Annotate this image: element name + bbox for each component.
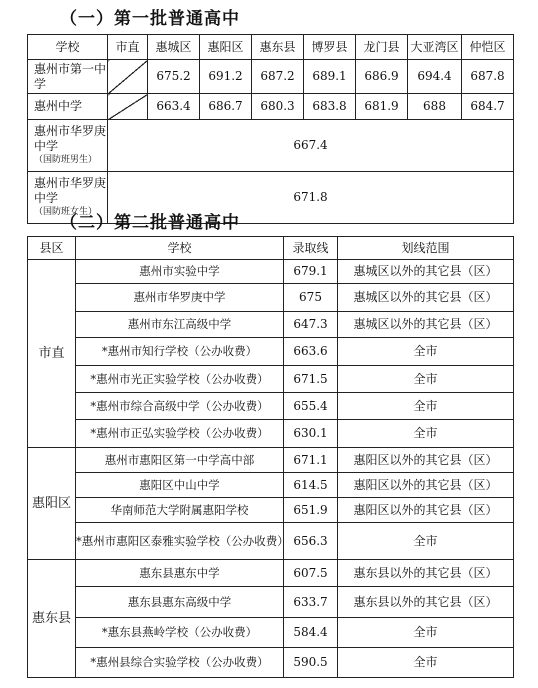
table-row [28, 448, 514, 473]
table-row [28, 498, 514, 523]
table-row [28, 260, 514, 284]
header-boluo: 博罗县 [304, 35, 356, 60]
table-header-row [28, 237, 514, 260]
table-row [28, 618, 514, 648]
scope-cell: 惠阳区以外的其它县（区） [338, 498, 514, 523]
table-row [28, 393, 514, 420]
district-cell: 市直 [28, 260, 76, 448]
school-name: *惠州市惠阳区泰雅实验学校（公办收费） [76, 523, 284, 560]
school-name: 惠东县惠东中学 [76, 560, 284, 587]
school-name: *惠州市光正实验学校（公办收费） [76, 366, 284, 393]
score-cell: 684.7 [462, 94, 514, 120]
score-cell: 630.1 [284, 420, 338, 448]
score-cell: 607.5 [284, 560, 338, 587]
score-cell: 590.5 [284, 648, 338, 678]
score-cell: 584.4 [284, 618, 338, 648]
score-cell: 680.3 [252, 94, 304, 120]
scope-cell: 全市 [338, 420, 514, 448]
table-row [28, 648, 514, 678]
table-row [28, 120, 514, 172]
header-dayawan: 大亚湾区 [408, 35, 462, 60]
school-note: （国防班男生） [34, 155, 98, 165]
table-row [28, 94, 514, 120]
table-row [28, 420, 514, 448]
header-huidong: 惠东县 [252, 35, 304, 60]
score-cell: 671.8 [108, 172, 514, 224]
scope-cell: 惠阳区以外的其它县（区） [338, 473, 514, 498]
score-cell: 689.1 [304, 60, 356, 94]
second-batch-table [27, 236, 514, 678]
scope-cell: 惠阳区以外的其它县（区） [338, 448, 514, 473]
school-name: *惠州市知行学校（公办收费） [76, 338, 284, 366]
score-cell: 675.2 [148, 60, 200, 94]
score-cell: 688 [408, 94, 462, 120]
school-name: 惠州市第一中学 [28, 60, 108, 94]
district-cell: 惠东县 [28, 560, 76, 678]
score-cell: 686.9 [356, 60, 408, 94]
scope-cell: 全市 [338, 618, 514, 648]
first-batch-table [27, 34, 514, 224]
score-cell: 679.1 [284, 260, 338, 284]
school-name: *惠东县燕岭学校（公办收费） [76, 618, 284, 648]
scope-cell: 全市 [338, 648, 514, 678]
header-school: 学校 [76, 237, 284, 260]
header-shizhi: 市直 [108, 35, 148, 60]
school-name: *惠州县综合实验学校（公办收费） [76, 648, 284, 678]
table-row [28, 587, 514, 618]
district-cell: 惠阳区 [28, 448, 76, 560]
table-row [28, 284, 514, 312]
header-huicheng: 惠城区 [148, 35, 200, 60]
header-huiyang: 惠阳区 [200, 35, 252, 60]
table-row [28, 366, 514, 393]
score-cell: 691.2 [200, 60, 252, 94]
scope-cell: 全市 [338, 523, 514, 560]
school-name: 华南师范大学附属惠阳学校 [76, 498, 284, 523]
scope-cell: 惠城区以外的其它县（区） [338, 312, 514, 338]
score-cell: 633.7 [284, 587, 338, 618]
table-row [28, 60, 514, 94]
header-longmen: 龙门县 [356, 35, 408, 60]
scope-cell: 全市 [338, 338, 514, 366]
table-row [28, 560, 514, 587]
score-cell: 656.3 [284, 523, 338, 560]
score-cell: 663.4 [148, 94, 200, 120]
school-note: （国防班女生） [34, 207, 98, 217]
score-cell: 687.2 [252, 60, 304, 94]
score-cell: 663.6 [284, 338, 338, 366]
table-row [28, 338, 514, 366]
school-name: 惠州市惠阳区第一中学高中部 [76, 448, 284, 473]
school-name: 惠州市东江高级中学 [76, 312, 284, 338]
school-name: 惠州市华罗庚中学 [34, 176, 107, 205]
table-row [28, 473, 514, 498]
header-scope: 划线范围 [338, 237, 514, 260]
diagonal-cell [108, 60, 148, 94]
school-name: 惠州市实验中学 [76, 260, 284, 284]
header-district: 县区 [28, 237, 76, 260]
score-cell: 667.4 [108, 120, 514, 172]
score-cell: 683.8 [304, 94, 356, 120]
table-header-row [28, 35, 514, 60]
section2-title: （二）第二批普通高中 [60, 213, 240, 233]
header-zhongkai: 仲恺区 [462, 35, 514, 60]
score-cell: 671.5 [284, 366, 338, 393]
header-score: 录取线 [284, 237, 338, 260]
scope-cell: 惠东县以外的其它县（区） [338, 560, 514, 587]
score-cell: 694.4 [408, 60, 462, 94]
score-cell: 671.1 [284, 448, 338, 473]
score-cell: 651.9 [284, 498, 338, 523]
scope-cell: 惠城区以外的其它县（区） [338, 284, 514, 312]
school-name: 惠阳区中山中学 [76, 473, 284, 498]
school-name: 惠州市华罗庚中学 [76, 284, 284, 312]
school-name: *惠州市综合高级中学（公办收费） [76, 393, 284, 420]
table-row [28, 312, 514, 338]
diagonal-cell [108, 94, 148, 120]
school-name: *惠州市正弘实验学校（公办收费） [76, 420, 284, 448]
scope-cell: 惠东县以外的其它县（区） [338, 587, 514, 618]
score-cell: 614.5 [284, 473, 338, 498]
table-row [28, 523, 514, 560]
scope-cell: 全市 [338, 393, 514, 420]
score-cell: 647.3 [284, 312, 338, 338]
scope-cell: 全市 [338, 366, 514, 393]
scope-cell: 惠城区以外的其它县（区） [338, 260, 514, 284]
school-name: 惠州市华罗庚中学 [34, 124, 107, 153]
score-cell: 675 [284, 284, 338, 312]
score-cell: 655.4 [284, 393, 338, 420]
section1-title: （一）第一批普通高中 [60, 9, 240, 29]
score-cell: 687.8 [462, 60, 514, 94]
score-cell: 686.7 [200, 94, 252, 120]
school-name: 惠东县惠东高级中学 [76, 587, 284, 618]
school-name: 惠州中学 [28, 94, 108, 120]
school-name-cell [28, 120, 108, 172]
header-school: 学校 [28, 35, 108, 60]
score-cell: 681.9 [356, 94, 408, 120]
